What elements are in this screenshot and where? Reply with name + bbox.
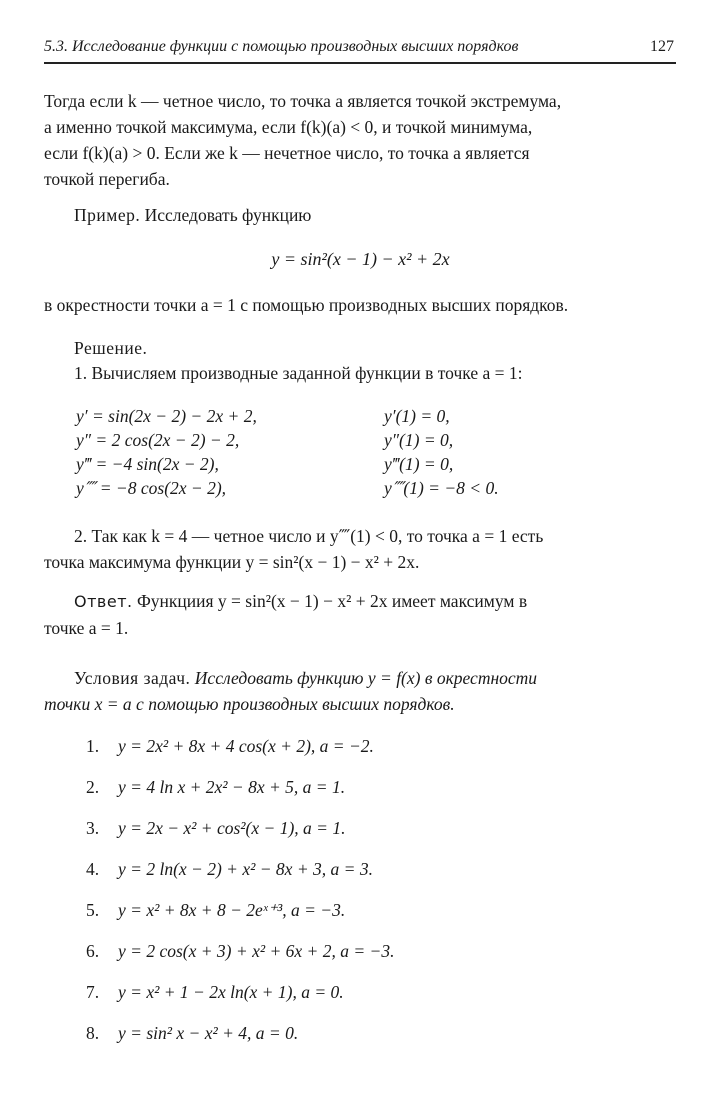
intro-line-2: а именно точкой максимума, если f(k)(a) < 0, и точкой минимума,: [44, 117, 533, 137]
running-header: [44, 38, 674, 56]
solution-step2: [44, 523, 676, 575]
example-text: Исследовать функцию: [144, 205, 312, 225]
header-title: 5.3. Исследование функции с помощью производных высших порядков: [44, 38, 519, 55]
intro-line-1: Тогда если k — четное число, то точка a является точкой экстремума,: [44, 91, 562, 111]
task-item: 6. y = 2 cos(x + 3) + x² + 6x + 2, a = −3.: [86, 941, 395, 961]
answer-label: Ответ.: [74, 592, 133, 611]
example-heading: [74, 202, 674, 228]
task-item: 3. y = 2x − x² + cos²(x − 1), a = 1.: [86, 818, 346, 838]
derivative-4: y⁗ = −8 cos(2x − 2),: [76, 478, 227, 498]
intro-line-3: если f(k)(a) > 0. Если же k — нечетное число, то точка a является: [44, 143, 530, 163]
derivative-3: y‴ = −4 sin(2x − 2),: [76, 454, 219, 474]
task-item: 2. y = 4 ln x + 2x² − 8x + 5, a = 1.: [86, 777, 346, 797]
task-item: 1. y = 2x² + 8x + 4 cos(x + 2), a = −2.: [86, 736, 374, 756]
tasks-heading: [44, 665, 676, 717]
example-formula: y = sin²(x − 1) − x² + 2x: [271, 249, 450, 269]
derivative-1: y′ = sin(2x − 2) − 2x + 2,: [76, 406, 257, 426]
solution-label: Решение.: [74, 338, 148, 358]
intro-line-4: точкой перегиба.: [44, 169, 170, 189]
intro-paragraph: [44, 88, 676, 192]
solution-step1: 1. Вычисляем производные заданной функции в точке a = 1:: [74, 363, 523, 383]
derivative-value-4: y⁗(1) = −8 < 0.: [384, 478, 499, 498]
derivatives-left: [76, 404, 257, 500]
step2-line-1: 2. Так как k = 4 — четное число и y⁗(1) < 0, то точка a = 1 есть: [74, 526, 544, 546]
tasks-line-1: Исследовать функцию y = f(x) в окрестности: [194, 668, 538, 688]
answer-paragraph: [44, 588, 676, 641]
derivative-value-3: y‴(1) = 0,: [384, 454, 454, 474]
example-after: в окрестности точки a = 1 с помощью производных высших порядков.: [44, 295, 569, 315]
page-number: 127: [650, 38, 674, 55]
task-item: 7. y = x² + 1 − 2x ln(x + 1), a = 0.: [86, 982, 344, 1002]
derivative-2: y″ = 2 cos(2x − 2) − 2,: [76, 430, 240, 450]
answer-line-2: точке a = 1.: [44, 618, 129, 638]
answer-line-1: Функциия y = sin²(x − 1) − x² + 2x имеет максимум в: [136, 591, 528, 611]
task-item: 4. y = 2 ln(x − 2) + x² − 8x + 3, a = 3.: [86, 859, 373, 879]
task-item: 5. y = x² + 8x + 8 − 2eˣ⁺³, a = −3.: [86, 900, 346, 920]
derivative-value-1: y′(1) = 0,: [384, 406, 450, 426]
tasks-label: Условия задач.: [74, 668, 191, 688]
example-label: Пример.: [74, 205, 141, 225]
derivatives-right: [384, 404, 499, 500]
derivative-value-2: y″(1) = 0,: [384, 430, 454, 450]
task-item: 8. y = sin² x − x² + 4, a = 0.: [86, 1023, 299, 1043]
step2-line-2: точка максимума функции y = sin²(x − 1) − x² + 2x.: [44, 552, 420, 572]
header-rule: [44, 62, 676, 64]
tasks-line-2: точки x = a с помощью производных высших порядков.: [44, 694, 455, 714]
